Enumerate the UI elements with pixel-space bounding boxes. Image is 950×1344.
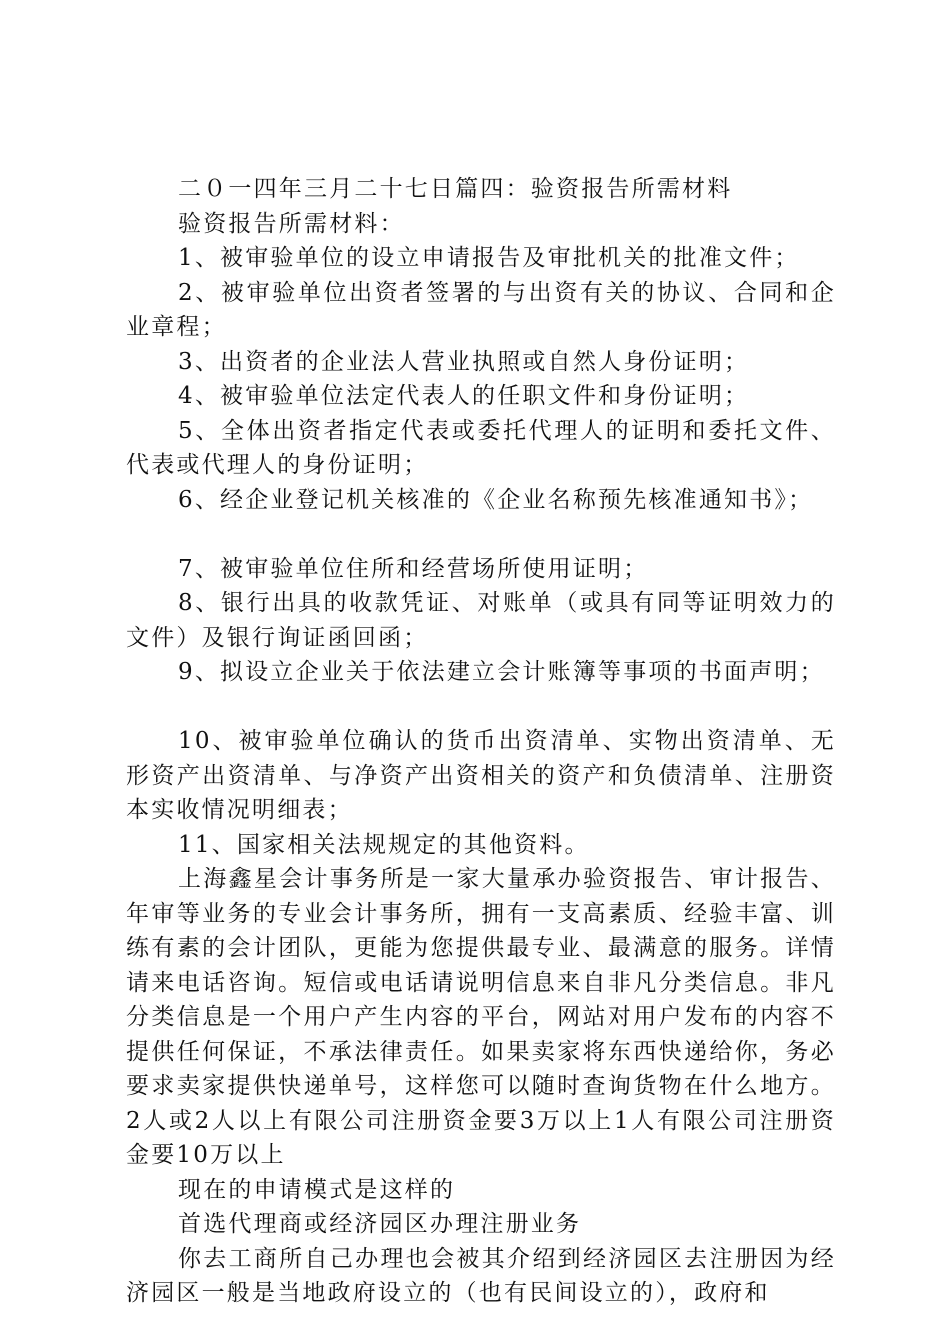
list-item: 5、全体出资者指定代表或委托代理人的证明和委托文件、代表或代理人的身份证明；: [126, 417, 836, 478]
body-paragraph: 首选代理商或经济园区办理注册业务: [178, 1211, 582, 1237]
list-item: 7、被审验单位住所和经营场所使用证明；: [178, 555, 649, 582]
list-item: 3、出资者的企业法人营业执照或自然人身份证明；: [178, 348, 750, 375]
document-body: [126, 172, 836, 1311]
body-paragraph: 你去工商所自己办理也会被其介绍到经济园区去注册因为经济园区一般是当地政府设立的（也有民间设立的），政府和: [126, 1245, 836, 1306]
list-item: 1、被审验单位的设立申请报告及审批机关的批准文件；: [178, 245, 800, 271]
list-item: 10、被审验单位确认的货币出资清单、实物出资清单、无形资产出资清单、与净资产出资相关的资产和负债清单、注册资本实收情况明细表；: [126, 728, 836, 823]
list-title: 验资报告所需材料：: [178, 210, 405, 237]
list-item: 9、拟设立企业关于依法建立会计账簿等事项的书面声明；: [178, 659, 825, 685]
blank-line: [126, 517, 836, 552]
list-item: 2、被审验单位出资者签署的与出资有关的协议、合同和企业章程；: [126, 279, 836, 340]
blank-line: [126, 690, 836, 725]
list-item: 6、经企业登记机关核准的《企业名称预先核准通知书》；: [178, 486, 814, 513]
heading-line: 二０一四年三月二十七日篇四：验资报告所需材料: [178, 176, 733, 202]
body-paragraph: 现在的申请模式是这样的: [178, 1176, 456, 1203]
list-item: 4、被审验单位法定代表人的任职文件和身份证明；: [178, 383, 750, 409]
body-paragraph: 上海鑫星会计事务所是一家大量承办验资报告、审计报告、年审等业务的专业会计事务所，拥有一支高素质、经验丰富、训练有素的会计团队，更能为您提供最专业、最满意的服务。详情请来电话咨询。短信或电话请说明信息来自非凡分类信息。非凡分类信息是一个用户产生内容的平台，网站对用户发布的内容不提供任何保证，不承法律责任。如果卖家将东西快递给你，务必要求卖家提供快递单号，这样您可以随时查询货物在什么地方。2人或2人以上有限公司注册资金要3万以上1人有限公司注册资金要10万以上: [126, 866, 836, 1168]
list-item: 8、银行出具的收款凭证、对账单（或具有同等证明效力的文件）及银行询证函回函；: [126, 590, 836, 651]
list-item: 11、国家相关法规规定的其他资料。: [178, 831, 590, 858]
